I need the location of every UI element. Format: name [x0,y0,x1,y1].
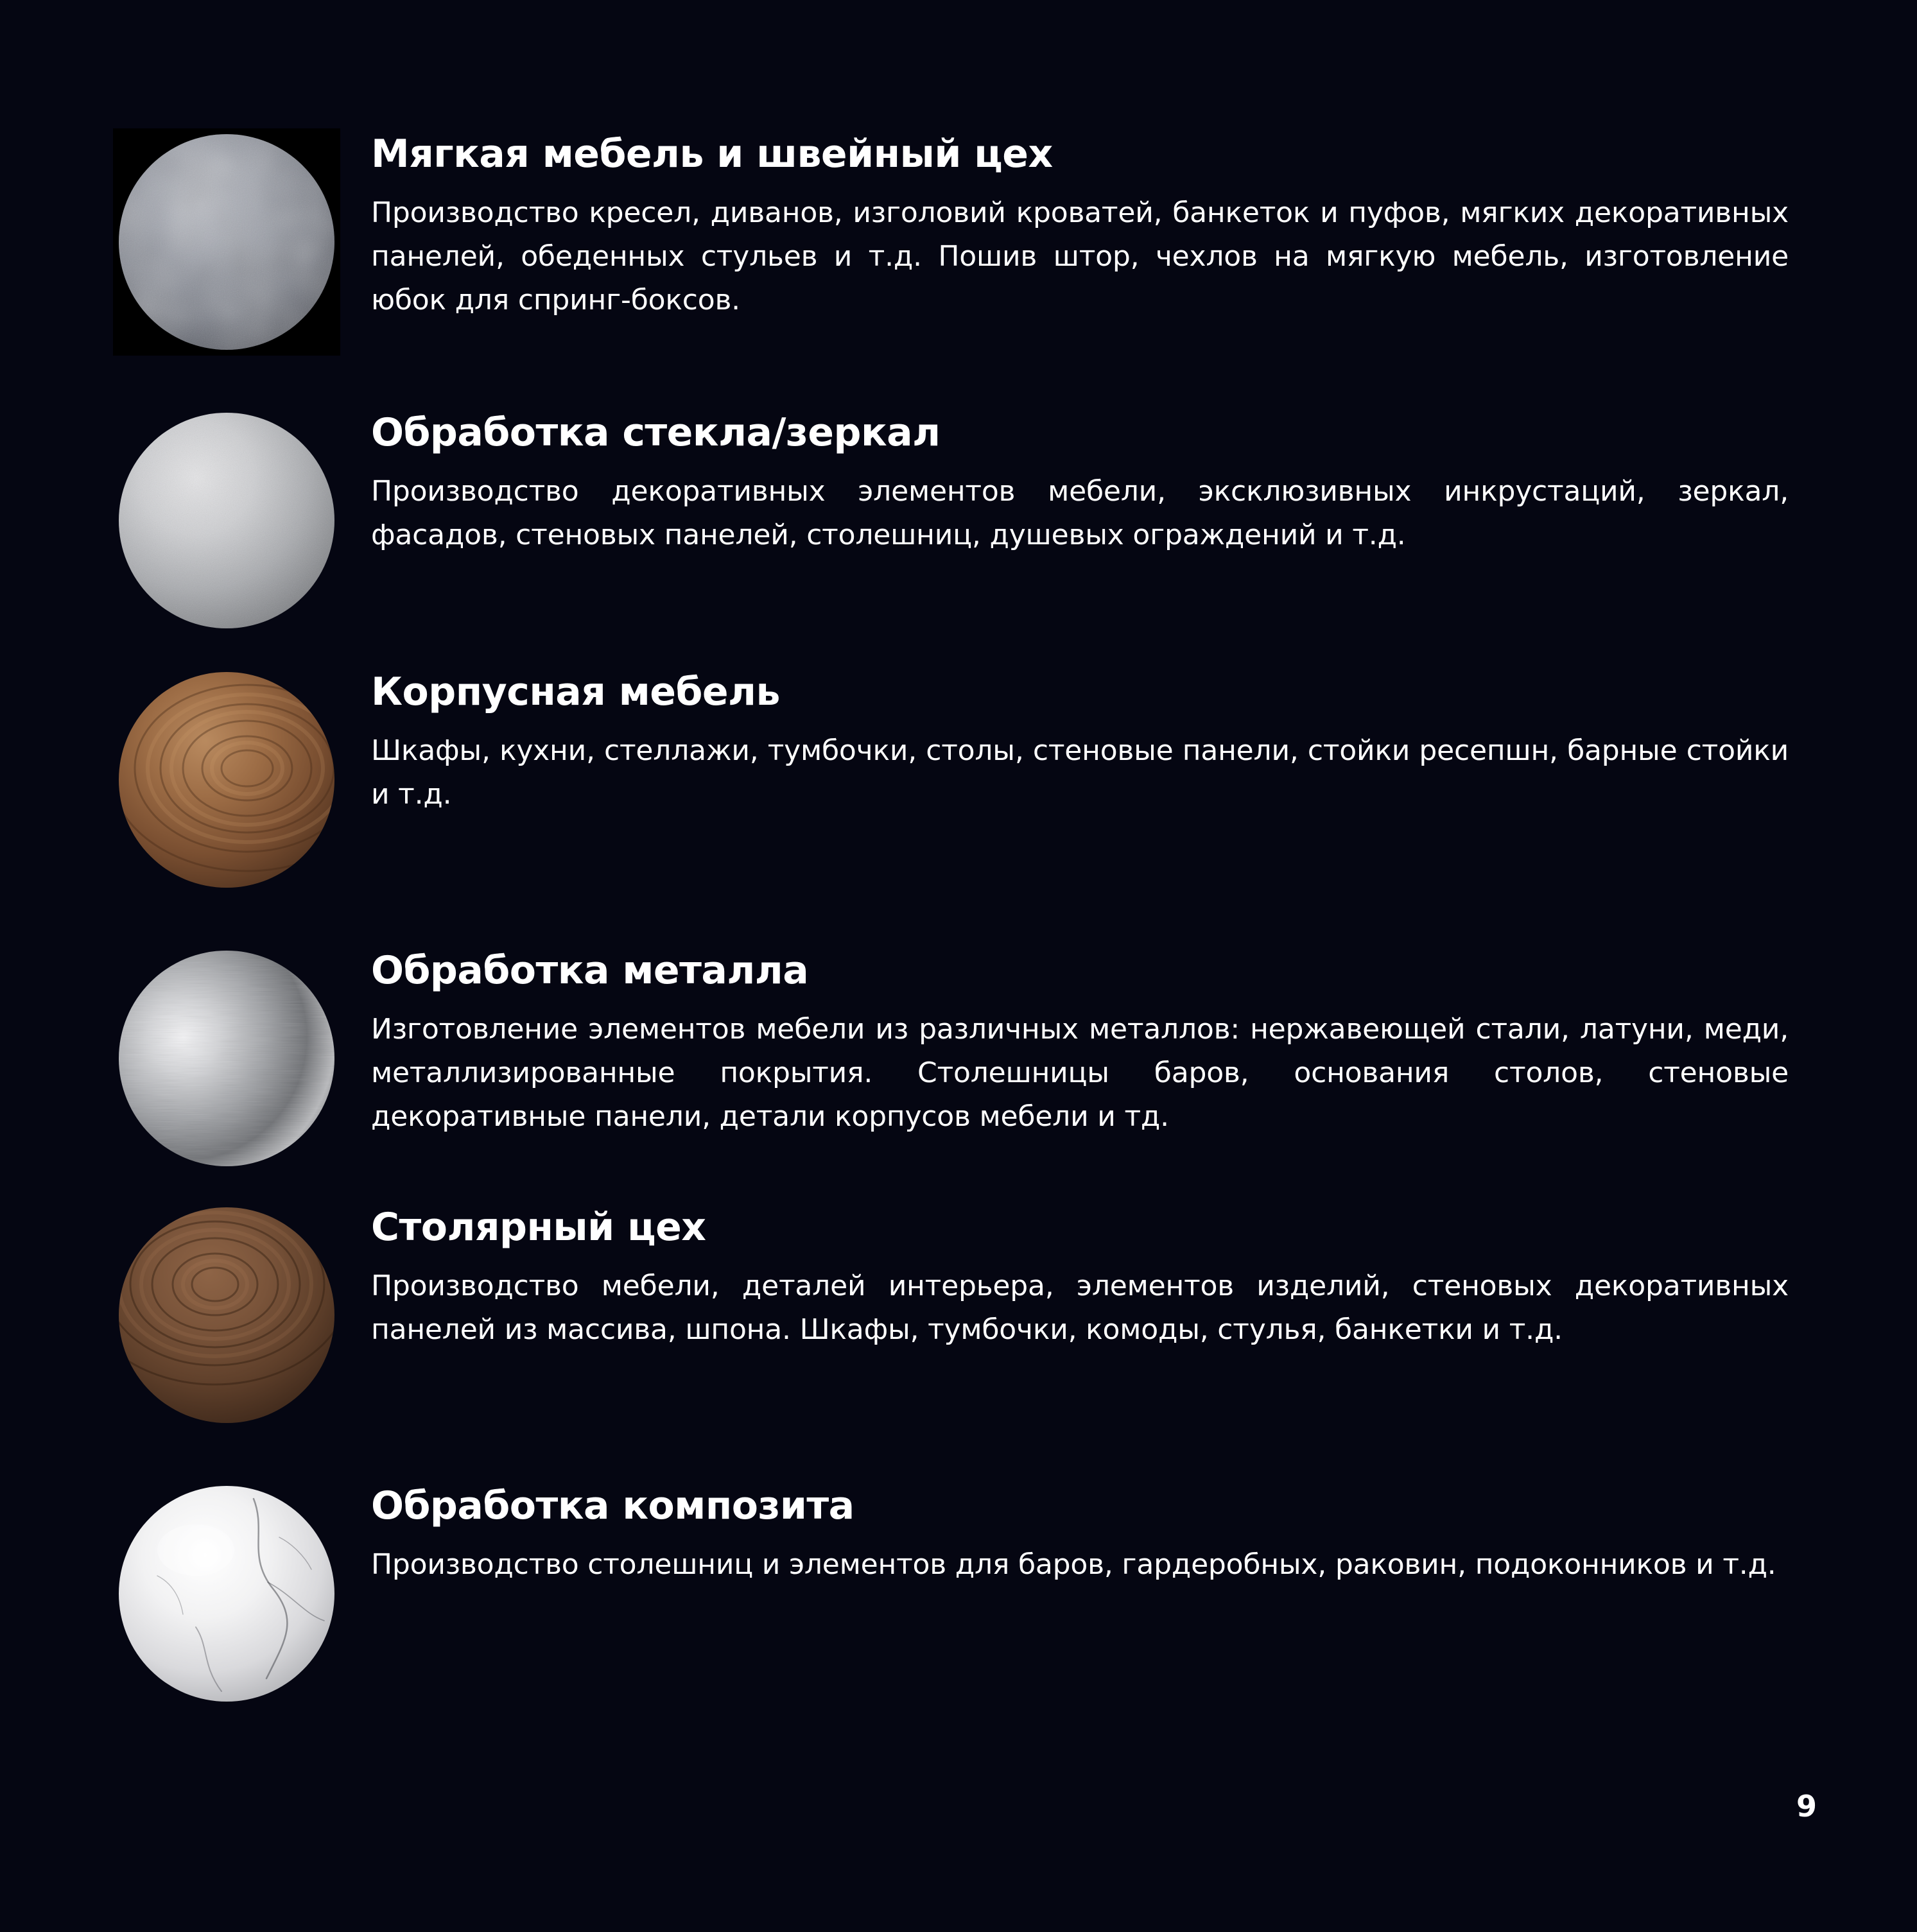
marble-sphere-icon [119,1486,334,1702]
section-description: Производство столешниц и элементов для баров, гардеробных, раковин, подоконников и т.д. [371,1548,1776,1581]
metal-sphere-icon [119,951,334,1166]
section-heading: Обработка композита [371,1483,854,1528]
section-composite-text [371,1480,1789,1587]
section-heading: Обработка стекла/зеркал [371,410,941,455]
section-case-furniture-text [371,666,1789,816]
section-metal-text [371,945,1789,1139]
wood-sphere-icon [119,672,334,888]
section-heading: Корпусная мебель [371,669,780,714]
section-heading: Мягкая мебель и швейный цех [371,132,1053,177]
dark-wood-sphere-icon [119,1207,334,1423]
fabric-sphere-image [113,128,340,356]
page-number: 9 [1796,1789,1817,1824]
section-description: Шкафы, кухни, стеллажи, тумбочки, столы, стеновые панели, стойки ресепшн, барные стойки и т.д. [371,734,1789,811]
dark-wood-sphere-image [113,1202,340,1429]
glass-sphere-icon [119,413,334,628]
section-description: Производство декоративных элементов мебели, эксклюзивных инкрустаций, зеркал, фасадов, стеновых панелей, столешниц, душевых ограждений и т.д. [371,475,1789,551]
wood-sphere-image [113,666,340,893]
section-description: Производство мебели, деталей интерьера, элементов изделий, стеновых декоративных панелей из массива, шпона. Шкафы, тумбочки, комоды, стулья, банкетки и т.д. [371,1270,1789,1346]
section-description: Производство кресел, диванов, изголовий кроватей, банкеток и пуфов, мягких декоративных панелей, обеденных стульев и т.д. Пошив штор, чехлов на мягкую мебель, изготовление юбок для спринг-боксов. [371,196,1789,316]
fabric-sphere-icon [119,134,334,350]
metal-sphere-image [113,945,340,1172]
section-upholstery-text [371,128,1789,322]
section-heading: Столярный цех [371,1205,706,1250]
glass-sphere-image [113,407,340,634]
section-joinery-text [371,1202,1789,1352]
section-glass-text [371,407,1789,557]
section-description: Изготовление элементов мебели из различных металлов: нержавеющей стали, латуни, меди, металлизированные покрытия. Столешницы баров, основания столов, стеновые декоративные панели, детали корпусов мебели и тд. [371,1013,1789,1133]
section-heading: Обработка металла [371,948,809,993]
marble-sphere-image [113,1480,340,1707]
